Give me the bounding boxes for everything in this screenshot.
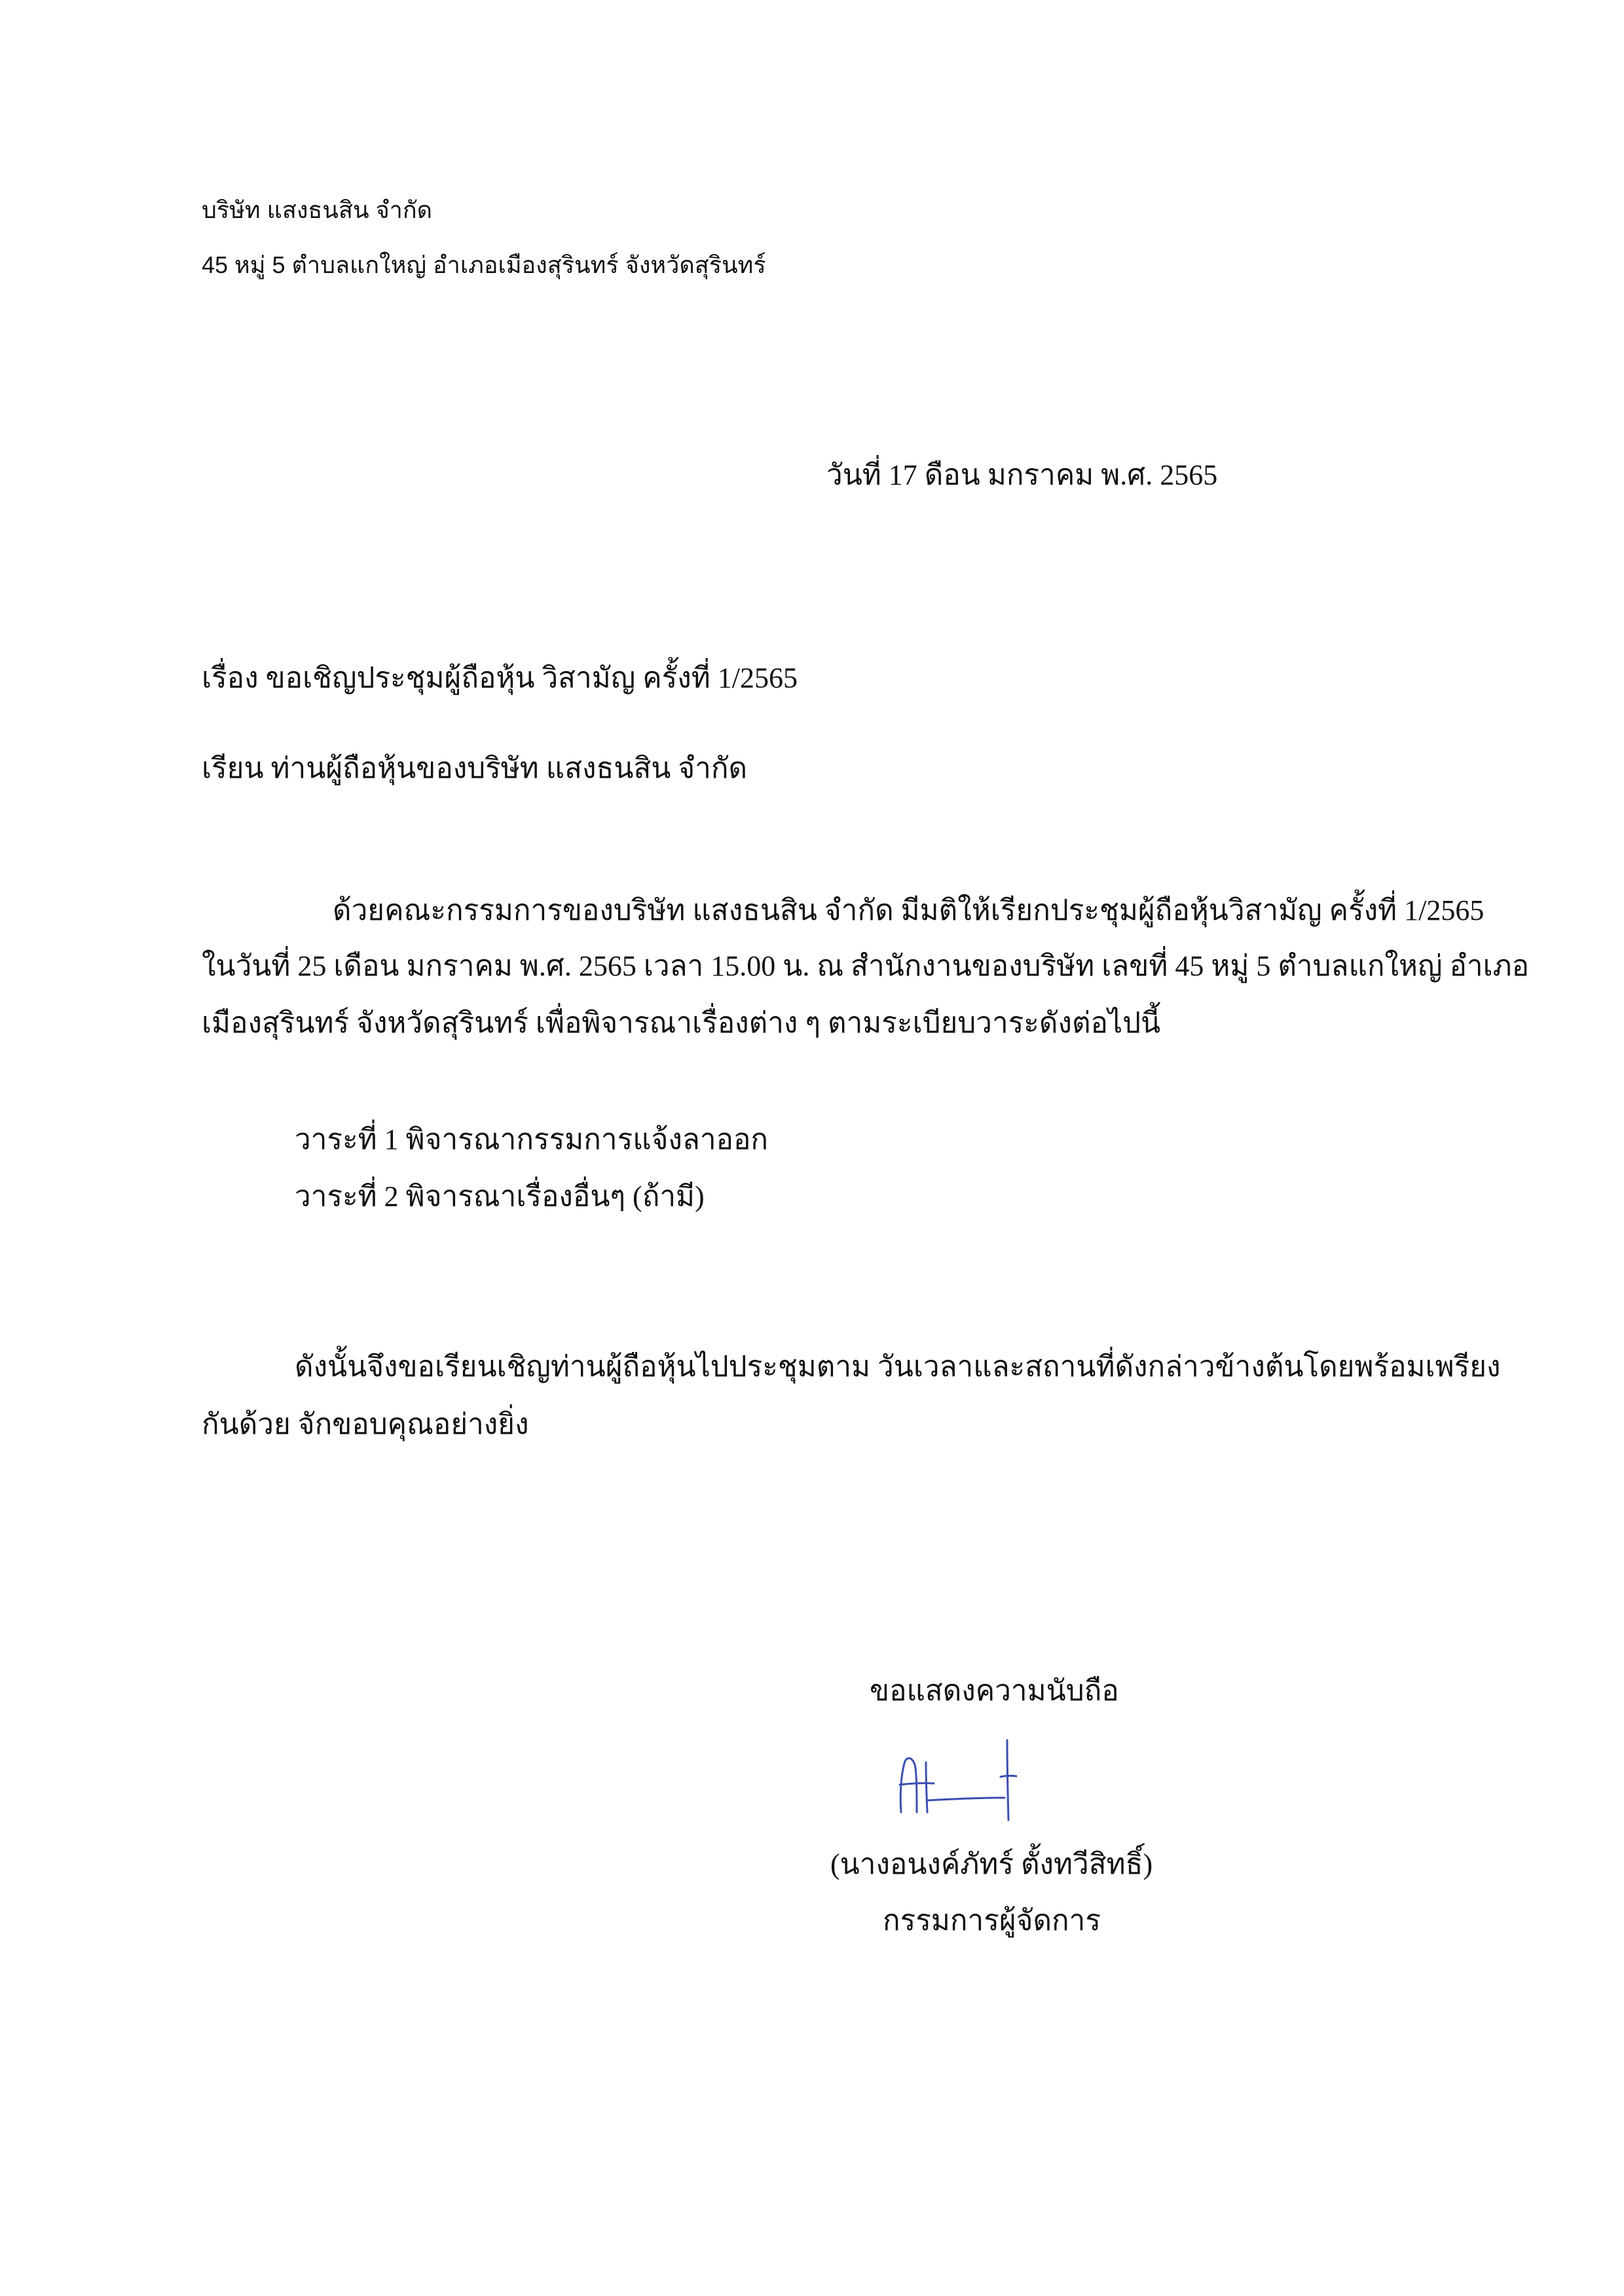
signer-name: (นางอนงค์ภัทร์ ตั้งทวีสิทธิ์) — [830, 1848, 1153, 1880]
paragraph-line: ในวันที่ 25 เดือน มกราคม พ.ศ. 2565 เวลา 15.00 น. ณ สำนักงานของบริษัท เลขที่ 45 หมู่ 5 ตำบลแกใหญ่ อำเภอ — [202, 950, 1530, 982]
closing-regards: ขอแสดงความนับถือ — [870, 1675, 1119, 1707]
company-address: 45 หมู่ 5 ตำบลแกใหญ่ อำเภอเมืองสุรินทร์ จังหวัดสุรินทร์ — [202, 251, 766, 278]
paragraph-line: ด้วยคณะกรรมการของบริษัท แสงธนสิน จำกัด มีมติให้เรียกประชุมผู้ถือหุ้นวิสามัญ ครั้งที่ 1/2565 — [333, 894, 1485, 926]
signer-title: กรรมการผู้จัดการ — [883, 1904, 1101, 1937]
paragraph-line: กันด้วย จักขอบคุณอย่างยิ่ง — [202, 1408, 529, 1440]
salutation-line: เรียน ท่านผู้ถือหุ้นของบริษัท แสงธนสิน จำกัด — [202, 752, 748, 784]
paragraph-line: เมืองสุรินทร์ จังหวัดสุรินทร์ เพื่อพิจารณาเรื่องต่าง ๆ ตามระเบียบวาระดังต่อไปนี้ — [202, 1007, 1161, 1039]
subject-line: เรื่อง ขอเชิญประชุมผู้ถือหุ้น วิสามัญ ครั้งที่ 1/2565 — [202, 662, 798, 694]
agenda-item: วาระที่ 2 พิจารณาเรื่องอื่นๆ (ถ้ามี) — [295, 1180, 705, 1212]
letter-date: วันที่ 17 ดือน มกราคม พ.ศ. 2565 — [826, 459, 1218, 491]
company-name: บริษัท แสงธนสิน จำกัด — [202, 196, 433, 223]
agenda-item: วาระที่ 1 พิจารณากรรมการแจ้งลาออก — [295, 1123, 769, 1156]
handwritten-signature — [885, 1728, 1043, 1827]
paragraph-line: ดังนั้นจึงขอเรียนเชิญท่านผู้ถือหุ้นไปประชุมตาม วันเวลาและสถานที่ดังกล่าวข้างต้นโดยพร้อมเพรียง — [295, 1351, 1501, 1383]
